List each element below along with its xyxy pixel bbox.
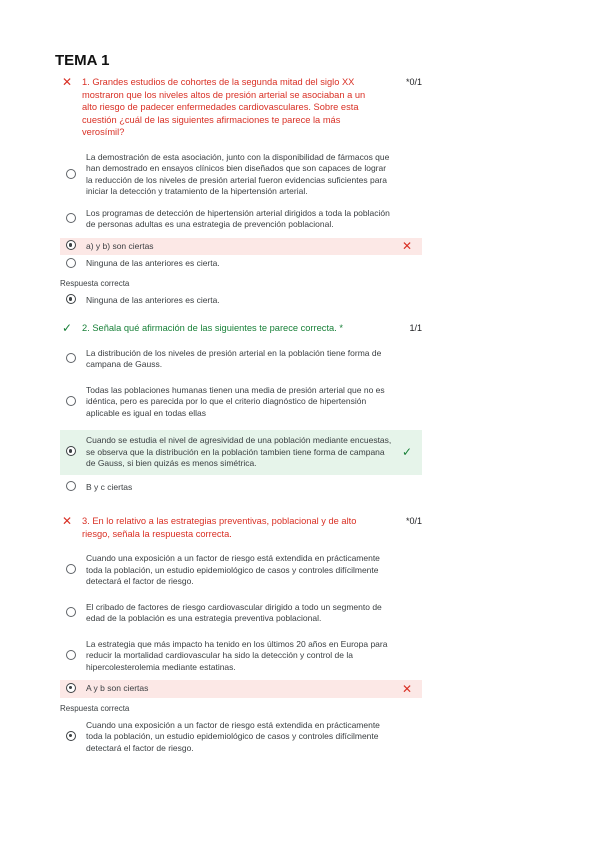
incorrect-icon: ✕ <box>62 75 73 89</box>
radio-button[interactable] <box>66 169 76 179</box>
option-label: Ninguna de las anteriores es cierta. <box>86 258 220 268</box>
incorrect-icon: ✕ <box>62 514 73 528</box>
radio-button[interactable] <box>66 353 76 363</box>
option-a[interactable] <box>60 550 422 591</box>
option-label: Cuando una exposición a un factor de riesgo está extendida en prácticamente toda la población, un estudio epidemiológico de casos y controles difícilmente detectará el factor de riesgo. <box>86 719 380 753</box>
option-b[interactable] <box>60 382 422 423</box>
correct-answer-label: Respuesta correcta <box>60 703 130 713</box>
incorrect-icon: ✕ <box>401 239 412 254</box>
radio-button-selected[interactable] <box>66 446 76 456</box>
option-c-selected[interactable] <box>60 238 422 256</box>
page-title: TEMA 1 <box>55 52 110 69</box>
option-label: Todas las poblaciones humanas tienen una media de presión arterial que no es idéntica, pero es parecida por lo que el criterio diagnóstico de hipertensión aplicable es igual en todas ellas <box>86 384 385 418</box>
option-b[interactable] <box>60 599 422 628</box>
correct-answer-label: Respuesta correcta <box>60 278 130 288</box>
question-text: 1. Grandes estudios de cohortes de la segunda mitad del siglo XX mostraron que los niveles altos de presión arterial se asociaban a un alto riesgo de padecer enfermedades cardiovasculares. Sobre esta cuestión ¿cuál de las siguientes afirmaciones te parece la más verosímil? <box>82 77 366 137</box>
question-score: *0/1 <box>405 77 422 87</box>
option-b[interactable] <box>60 205 422 234</box>
radio-button-selected[interactable] <box>66 240 76 250</box>
question-text: 2. Señala qué afirmación de las siguientes te parece correcta. * <box>82 323 343 333</box>
option-label: La estrategia que más impacto ha tenido en los últimos 20 años en Europa para reducir la mortalidad cardiovascular ha sido la detección y control de la hipercolesterolemia mediante estatinas. <box>86 638 388 672</box>
option-label: El cribado de factores de riesgo cardiovascular dirigido a todo un segmento de edad de la población es una estrategia preventiva poblacional. <box>86 601 382 623</box>
option-c[interactable] <box>60 636 422 677</box>
option-a[interactable] <box>60 149 422 201</box>
option-d[interactable] <box>60 479 422 497</box>
radio-button-selected <box>66 731 76 741</box>
radio-button-selected <box>66 294 76 304</box>
option-label: Ninguna de las anteriores es cierta. <box>86 294 220 305</box>
radio-button[interactable] <box>66 481 76 491</box>
question-1 <box>60 76 422 309</box>
option-label: La distribución de los niveles de presión arterial en la población tiene forma de campana de Gauss. <box>86 347 382 369</box>
radio-button[interactable] <box>66 564 76 574</box>
correct-answer <box>60 717 422 758</box>
option-c-selected[interactable] <box>60 430 422 475</box>
radio-button-selected[interactable] <box>66 683 76 693</box>
question-text: 3. En lo relativo a las estrategias preventivas, poblacional y de alto riesgo, señala la respuesta correcta. <box>82 516 357 539</box>
option-label: Los programas de detección de hipertensión arterial dirigidos a toda la población de personas adultas es una estrategia de prevención poblacional. <box>86 207 390 229</box>
question-3 <box>60 515 422 757</box>
incorrect-icon: ✕ <box>401 681 412 696</box>
correct-icon: ✓ <box>401 445 412 460</box>
correct-icon: ✓ <box>62 321 73 335</box>
option-label: A y b son ciertas <box>86 683 149 693</box>
option-d-selected[interactable] <box>60 680 422 698</box>
radio-button[interactable] <box>66 607 76 617</box>
question-header <box>60 515 422 540</box>
option-label: La demostración de esta asociación, junto con la disponibilidad de fármacos que han demostrado en ensayos clínicos bien diseñados que son capaces de lograr la reducción de los niveles de presión arterial fueron evidencias suficientes para iniciar la detección y tratamiento de la hipertensión arterial. <box>86 151 390 196</box>
option-label: B y c ciertas <box>86 481 133 492</box>
option-d[interactable] <box>60 255 422 273</box>
question-2 <box>60 322 422 496</box>
option-label: a) y b) son ciertas <box>86 240 154 251</box>
question-header <box>60 322 422 335</box>
question-score: 1/1 <box>409 323 422 333</box>
correct-answer <box>60 292 422 310</box>
radio-button[interactable] <box>66 650 76 660</box>
question-score: *0/1 <box>405 516 422 526</box>
option-a[interactable] <box>60 345 422 374</box>
radio-button[interactable] <box>66 258 76 268</box>
option-label: Cuando una exposición a un factor de riesgo está extendida en prácticamente toda la población, un estudio epidemiológico de casos y controles difícilmente detectará el factor de riesgo. <box>86 553 380 586</box>
question-header <box>60 76 422 139</box>
option-label: Cuando se estudia el nivel de agresividad de una población mediante encuestas, se observa que la distribución en la población tambien tiene forma de campana de Gauss, si bien quizás es menos simétrica. <box>86 435 392 468</box>
radio-button[interactable] <box>66 396 76 406</box>
radio-button[interactable] <box>66 213 76 223</box>
